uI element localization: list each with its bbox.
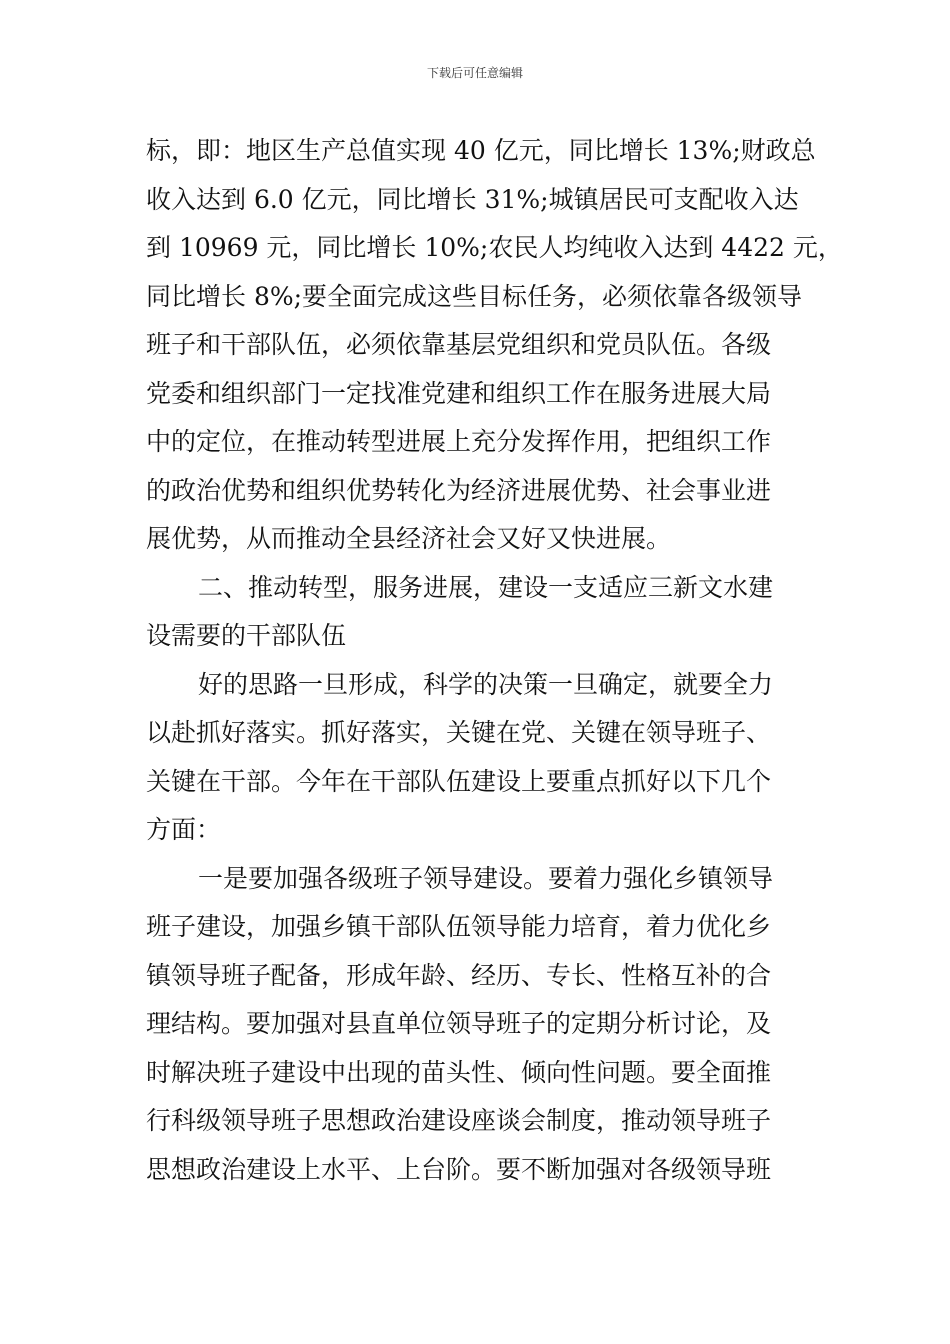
paragraph-line: 时解决班子建设中出现的苗头性、倾向性问题。要全面推 (146, 1057, 772, 1087)
page-header: 下载后可任意编辑 (426, 66, 523, 80)
paragraph-line: 到 10969 元，同比增长 10%;农民人均纯收入达到 4422 元， (146, 233, 843, 262)
paragraph-line: 的政治优势和组织优势转化为经济进展优势、社会事业进 (146, 475, 772, 505)
paragraph-line: 同比增长 8%;要全面完成这些目标任务，必须依靠各级领导 (146, 281, 803, 311)
paragraph-line: 一是要加强各级班子领导建设。要着力强化乡镇领导 (198, 863, 774, 893)
paragraph-line: 班子建设，加强乡镇干部队伍领导能力培育，着力优化乡 (146, 912, 772, 941)
paragraph-line: 班子和干部队伍，必须依靠基层党组织和党员队伍。各级 (146, 330, 772, 359)
paragraph-line: 理结构。要加强对县直单位领导班子的定期分析讨论，及 (146, 1009, 772, 1038)
paragraph-line: 好的思路一旦形成，科学的决策一旦确定，就要全力 (198, 669, 774, 699)
paragraph-line: 展优势，从而推动全县经济社会又好又快进展。 (146, 524, 672, 553)
section-heading-line: 二、推动转型，服务进展，建设一支适应三新文水建 (198, 572, 774, 602)
paragraph-line: 收入达到 6.0 亿元，同比增长 31%;城镇居民可支配收入达 (146, 184, 799, 214)
paragraph-line: 党委和组织部门一定找准党建和组织工作在服务进展大局 (146, 378, 772, 408)
paragraph-line: 镇领导班子配备，形成年龄、经历、专长、性格互补的合 (146, 960, 772, 990)
paragraph-line: 标，即：地区生产总值实现 40 亿元，同比增长 13%;财政总 (146, 136, 816, 165)
paragraph-line: 关键在干部。今年在干部队伍建设上要重点抓好以下几个 (146, 766, 772, 796)
document-body (146, 127, 843, 1194)
section-heading-line: 设需要的干部队伍 (146, 621, 347, 650)
paragraph-line: 以赴抓好落实。抓好落实，关键在党、关键在领导班子、 (146, 718, 772, 747)
paragraph-line: 中的定位，在推动转型进展上充分发挥作用，把组织工作 (146, 427, 772, 456)
paragraph-line: 思想政治建设上水平、上台阶。要不断加强对各级领导班 (146, 1154, 772, 1184)
paragraph-line: 方面： (146, 815, 222, 844)
paragraph-line: 行科级领导班子思想政治建设座谈会制度，推动领导班子 (146, 1106, 772, 1135)
